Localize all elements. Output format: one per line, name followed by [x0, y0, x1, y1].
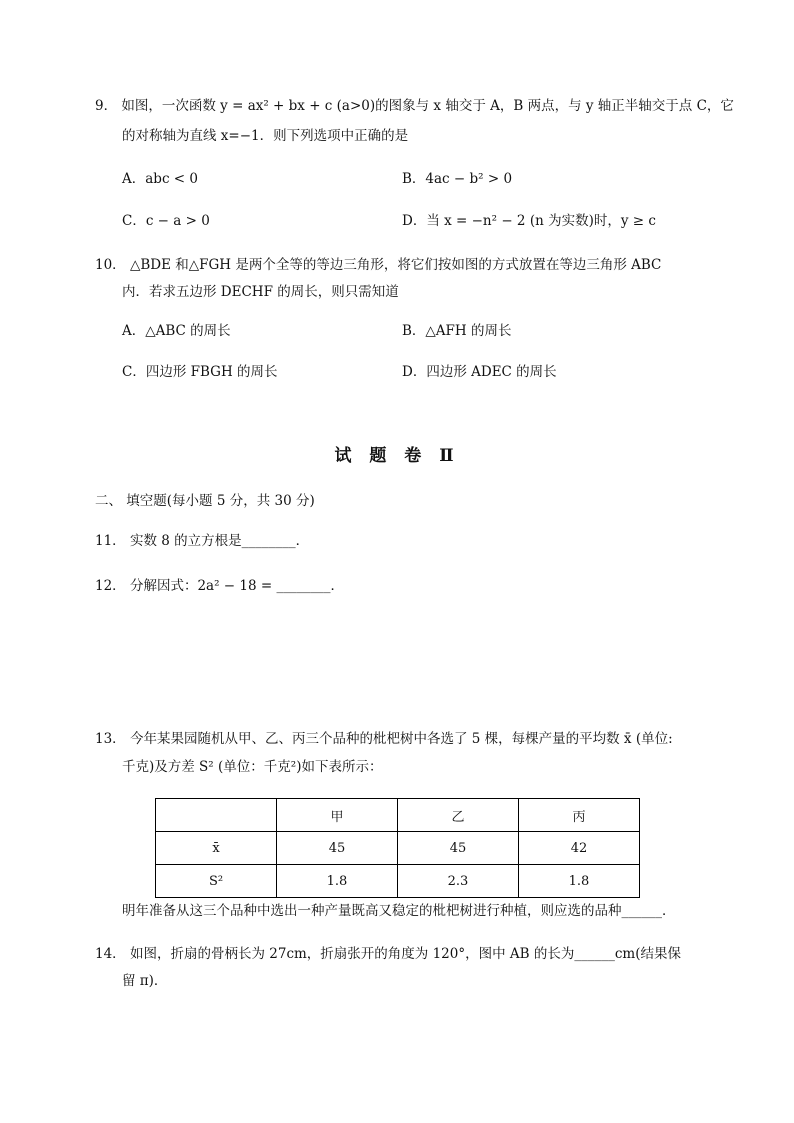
table-row	[156, 832, 640, 865]
q9-stem-line1: 9． 如图，一次函数 y = ax² + bx + c (a>0)的图象与 x 轴交于 A，B 两点，与 y 轴正半轴交于点 C，它	[95, 98, 734, 114]
section-header: 二、 填空题(每小题 5 分，共 30 分)	[95, 493, 315, 509]
q13-stem-line1: 13． 今年某果园随机从甲、乙、丙三个品种的枇杷树中各选了 5 棵，每棵产量的平均数 x̄ (单位:	[95, 731, 673, 747]
q10-option-c: C．四边形 FBGH 的周长	[122, 364, 278, 380]
table-header-cell: 甲	[277, 799, 398, 832]
q11: 11． 实数 8 的立方根是________．	[95, 533, 310, 549]
table-header-cell	[156, 799, 277, 832]
table-cell: x̄	[156, 832, 277, 865]
q9-option-d: D．当 x = −n² − 2 (n 为实数)时，y ≥ c	[402, 213, 656, 229]
q9-option-b: B．4ac − b² > 0	[402, 171, 513, 187]
table-row	[156, 865, 640, 898]
q10-option-a: A．△ABC 的周长	[122, 323, 231, 339]
q12: 12． 分解因式：2a² − 18 = ________．	[95, 578, 344, 594]
q10-stem-line2: 内．若求五边形 DECHF 的周长，则只需知道	[122, 284, 399, 300]
table-cell: S²	[156, 865, 277, 898]
q13-stem-line3: 明年准备从这三个品种中选出一种产量既高又稳定的枇杷树进行种植，则应选的品种______．	[122, 903, 676, 919]
table-header-cell: 乙	[398, 799, 519, 832]
table-cell: 1.8	[277, 865, 398, 898]
table-cell: 45	[398, 832, 519, 865]
q10-option-b: B．△AFH 的周长	[402, 323, 512, 339]
table-header-cell: 丙	[519, 799, 640, 832]
q10-stem-line1: 10． △BDE 和△FGH 是两个全等的等边三角形，将它们按如图的方式放置在等边三角形 ABC	[95, 257, 662, 273]
q10-option-d: D．四边形 ADEC 的周长	[402, 364, 557, 380]
q9-stem-line2: 的对称轴为直线 x=−1．则下列选项中正确的是	[122, 128, 409, 144]
table-cell: 2.3	[398, 865, 519, 898]
q14-stem-line2: 留 π)．	[122, 973, 168, 989]
table-cell: 45	[277, 832, 398, 865]
variety-stats-table	[155, 798, 640, 898]
table-header-row	[156, 799, 640, 832]
table-cell: 42	[519, 832, 640, 865]
q13-stem-line2: 千克)及方差 S² (单位：千克²)如下表所示：	[122, 759, 383, 775]
table-cell: 1.8	[519, 865, 640, 898]
q14-stem-line1: 14． 如图，折扇的骨柄长为 27cm，折扇张开的角度为 120°，图中 AB 的长为______cm(结果保	[95, 946, 681, 962]
q9-option-a: A．abc < 0	[122, 171, 198, 187]
section-title: 试 题 卷 Ⅱ	[334, 446, 460, 466]
q9-option-c: C．c − a > 0	[122, 213, 210, 229]
